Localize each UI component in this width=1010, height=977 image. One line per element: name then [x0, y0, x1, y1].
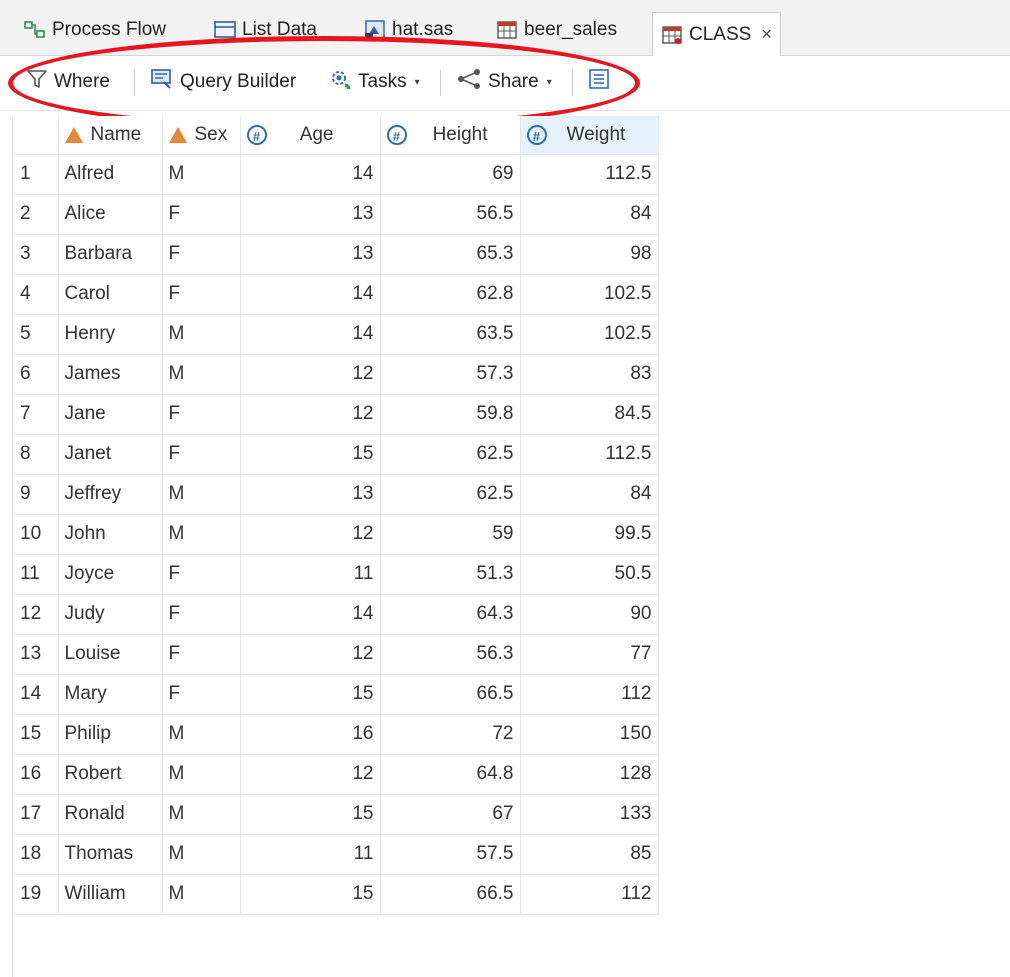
table-row[interactable]	[14, 874, 658, 914]
cell-weight[interactable]: 102.5	[520, 314, 658, 354]
row-number-cell[interactable]: 15	[14, 714, 58, 754]
cell-weight[interactable]: 84	[520, 474, 658, 514]
share-menu-button[interactable]	[456, 66, 552, 98]
cell-age[interactable]: 12	[240, 354, 380, 394]
cell-height[interactable]: 63.5	[380, 314, 520, 354]
cell-height[interactable]: 65.3	[380, 234, 520, 274]
cell-name[interactable]: Carol	[58, 274, 162, 314]
column-header-label: Name	[90, 123, 142, 145]
cell-height[interactable]: 64.3	[380, 594, 520, 634]
chevron-down-icon: ▾	[414, 76, 420, 88]
cell-sex[interactable]: M	[162, 474, 240, 514]
table-row[interactable]	[14, 394, 658, 434]
row-number-cell[interactable]: 6	[14, 354, 58, 394]
toolbar-separator	[572, 70, 573, 96]
toolbar	[0, 56, 1010, 111]
row-number-header	[14, 116, 58, 154]
column-header-weight[interactable]	[520, 116, 658, 154]
cell-height[interactable]: 57.3	[380, 354, 520, 394]
cell-height[interactable]: 62.5	[380, 434, 520, 474]
table-row[interactable]	[14, 274, 658, 314]
cell-name[interactable]: Henry	[58, 314, 162, 354]
cell-sex[interactable]: M	[162, 314, 240, 354]
table-row[interactable]	[14, 154, 658, 194]
cell-age[interactable]: 12	[240, 754, 380, 794]
cell-sex[interactable]: M	[162, 354, 240, 394]
tab-label: hat.sas	[392, 19, 454, 40]
cell-height[interactable]: 59	[380, 514, 520, 554]
cell-weight[interactable]: 112.5	[520, 154, 658, 194]
cell-age[interactable]: 14	[240, 274, 380, 314]
table-row[interactable]	[14, 474, 658, 514]
cell-sex[interactable]: F	[162, 234, 240, 274]
cell-sex[interactable]: M	[162, 514, 240, 554]
cell-weight[interactable]: 98	[520, 234, 658, 274]
cell-name[interactable]: William	[58, 874, 162, 914]
column-header-sex[interactable]	[162, 116, 240, 154]
cell-age[interactable]: 15	[240, 794, 380, 834]
cell-weight[interactable]: 84.5	[520, 394, 658, 434]
table-row[interactable]	[14, 674, 658, 714]
cell-name[interactable]: Judy	[58, 594, 162, 634]
properties-icon	[588, 68, 610, 96]
table-row[interactable]	[14, 234, 658, 274]
table-row[interactable]	[14, 714, 658, 754]
dataset-icon	[496, 20, 518, 40]
cell-name[interactable]: Ronald	[58, 794, 162, 834]
cell-name[interactable]: Alice	[58, 194, 162, 234]
cell-height[interactable]: 51.3	[380, 554, 520, 594]
row-number-cell[interactable]: 2	[14, 194, 58, 234]
row-number-cell[interactable]: 17	[14, 794, 58, 834]
cell-age[interactable]: 15	[240, 874, 380, 914]
toolbar-separator	[440, 70, 441, 96]
row-number-cell[interactable]: 9	[14, 474, 58, 514]
column-header-label: Age	[299, 123, 334, 145]
row-number-cell[interactable]: 7	[14, 394, 58, 434]
cell-sex[interactable]: M	[162, 754, 240, 794]
numeric-type-icon: #	[527, 125, 547, 145]
cell-name[interactable]: Philip	[58, 714, 162, 754]
row-number-cell[interactable]: 13	[14, 634, 58, 674]
where-button[interactable]	[26, 66, 110, 98]
cell-age[interactable]: 12	[240, 634, 380, 674]
cell-sex[interactable]: F	[162, 274, 240, 314]
cell-weight[interactable]: 99.5	[520, 514, 658, 554]
character-type-icon	[65, 127, 83, 143]
column-header-age[interactable]	[240, 116, 380, 154]
table-row[interactable]	[14, 634, 658, 674]
column-header-label: Weight	[566, 123, 626, 145]
cell-name[interactable]: Alfred	[58, 154, 162, 194]
cell-weight[interactable]: 77	[520, 634, 658, 674]
column-header-label: Height	[432, 123, 488, 145]
data-grid	[14, 116, 659, 915]
cell-sex[interactable]: F	[162, 674, 240, 714]
cell-weight[interactable]: 112	[520, 874, 658, 914]
cell-name[interactable]: Jeffrey	[58, 474, 162, 514]
cell-sex[interactable]: M	[162, 874, 240, 914]
cell-height[interactable]: 56.3	[380, 634, 520, 674]
row-number-cell[interactable]: 12	[14, 594, 58, 634]
cell-weight[interactable]: 150	[520, 714, 658, 754]
chevron-down-icon: ▾	[546, 76, 552, 88]
tab-class[interactable]	[652, 12, 781, 56]
cell-age[interactable]: 14	[240, 314, 380, 354]
cell-age[interactable]: 11	[240, 554, 380, 594]
row-number-cell[interactable]: 4	[14, 274, 58, 314]
dataset-icon	[661, 25, 683, 45]
tab-label: List Data	[242, 19, 317, 40]
row-number-cell[interactable]: 8	[14, 434, 58, 474]
tab-strip	[0, 0, 1010, 56]
row-number-cell[interactable]: 11	[14, 554, 58, 594]
row-number-cell[interactable]: 5	[14, 314, 58, 354]
cell-age[interactable]: 12	[240, 514, 380, 554]
table-row[interactable]	[14, 314, 658, 354]
cell-sex[interactable]: F	[162, 554, 240, 594]
row-number-cell[interactable]: 18	[14, 834, 58, 874]
table-row[interactable]	[14, 434, 658, 474]
close-icon[interactable]: ×	[761, 24, 772, 44]
table-row[interactable]	[14, 514, 658, 554]
cell-age[interactable]: 15	[240, 434, 380, 474]
cell-height[interactable]: 59.8	[380, 394, 520, 434]
share-icon	[456, 68, 482, 96]
cell-age[interactable]: 13	[240, 194, 380, 234]
cell-height[interactable]: 62.5	[380, 474, 520, 514]
cell-sex[interactable]: F	[162, 434, 240, 474]
cell-weight[interactable]: 50.5	[520, 554, 658, 594]
cell-name[interactable]: Barbara	[58, 234, 162, 274]
cell-age[interactable]: 13	[240, 234, 380, 274]
character-type-icon	[169, 127, 187, 143]
cell-sex[interactable]: F	[162, 194, 240, 234]
cell-sex[interactable]: M	[162, 154, 240, 194]
cell-age[interactable]: 11	[240, 834, 380, 874]
cell-height[interactable]: 72	[380, 714, 520, 754]
cell-height[interactable]: 67	[380, 794, 520, 834]
panel-border	[12, 118, 13, 977]
cell-height[interactable]: 66.5	[380, 674, 520, 714]
cell-name[interactable]: Jane	[58, 394, 162, 434]
cell-age[interactable]: 16	[240, 714, 380, 754]
column-header-height[interactable]	[380, 116, 520, 154]
query-builder-icon	[150, 68, 174, 96]
cell-height[interactable]: 57.5	[380, 834, 520, 874]
tab-beer-sales[interactable]	[496, 12, 617, 48]
cell-weight[interactable]: 85	[520, 834, 658, 874]
cell-sex[interactable]: M	[162, 834, 240, 874]
cell-name[interactable]: James	[58, 354, 162, 394]
row-number-cell[interactable]: 14	[14, 674, 58, 714]
sas-program-icon	[364, 20, 386, 40]
cell-weight[interactable]: 133	[520, 794, 658, 834]
cell-weight[interactable]: 112.5	[520, 434, 658, 474]
cell-sex[interactable]: F	[162, 634, 240, 674]
cell-weight[interactable]: 83	[520, 354, 658, 394]
table-row[interactable]	[14, 754, 658, 794]
numeric-type-icon: #	[247, 125, 267, 145]
column-header-label: Sex	[194, 123, 228, 145]
tasks-label: Tasks	[358, 71, 407, 92]
cell-age[interactable]: 12	[240, 394, 380, 434]
cell-sex[interactable]: F	[162, 394, 240, 434]
properties-button[interactable]	[588, 66, 610, 98]
cell-age[interactable]: 15	[240, 674, 380, 714]
cell-height[interactable]: 64.8	[380, 754, 520, 794]
cell-name[interactable]: John	[58, 514, 162, 554]
list-data-icon	[214, 20, 236, 40]
numeric-type-icon: #	[387, 125, 407, 145]
grid-header-row	[14, 116, 658, 154]
table-row[interactable]	[14, 194, 658, 234]
tab-hat-sas[interactable]	[364, 12, 453, 48]
column-header-name[interactable]	[58, 116, 162, 154]
cell-weight[interactable]: 128	[520, 754, 658, 794]
table-row[interactable]	[14, 834, 658, 874]
cell-age[interactable]: 14	[240, 154, 380, 194]
table-row[interactable]	[14, 554, 658, 594]
cell-name[interactable]: Louise	[58, 634, 162, 674]
query-builder-button[interactable]	[150, 66, 296, 98]
cell-age[interactable]: 13	[240, 474, 380, 514]
cell-name[interactable]: Janet	[58, 434, 162, 474]
tasks-menu-button[interactable]	[328, 66, 420, 98]
table-row[interactable]	[14, 354, 658, 394]
tab-process-flow[interactable]	[24, 12, 166, 48]
cell-name[interactable]: Thomas	[58, 834, 162, 874]
tab-label: beer_sales	[524, 19, 617, 40]
cell-weight[interactable]: 102.5	[520, 274, 658, 314]
tab-list-data[interactable]	[214, 12, 317, 48]
filter-icon	[26, 68, 48, 96]
query-builder-label: Query Builder	[180, 71, 297, 92]
cell-height[interactable]: 56.5	[380, 194, 520, 234]
cell-sex[interactable]: F	[162, 594, 240, 634]
row-number-cell[interactable]: 10	[14, 514, 58, 554]
toolbar-separator	[134, 70, 135, 96]
cell-name[interactable]: Joyce	[58, 554, 162, 594]
cell-height[interactable]: 69	[380, 154, 520, 194]
grid-body	[14, 154, 658, 914]
cell-height[interactable]: 66.5	[380, 874, 520, 914]
cell-name[interactable]: Robert	[58, 754, 162, 794]
cell-sex[interactable]: M	[162, 794, 240, 834]
cell-sex[interactable]: M	[162, 714, 240, 754]
row-number-cell[interactable]: 19	[14, 874, 58, 914]
tasks-gear-icon	[328, 67, 352, 97]
cell-age[interactable]: 14	[240, 594, 380, 634]
row-number-cell[interactable]: 3	[14, 234, 58, 274]
table-row[interactable]	[14, 594, 658, 634]
tab-label: Process Flow	[52, 19, 167, 40]
cell-height[interactable]: 62.8	[380, 274, 520, 314]
process-flow-icon	[24, 20, 46, 40]
cell-name[interactable]: Mary	[58, 674, 162, 714]
table-row[interactable]	[14, 794, 658, 834]
where-label: Where	[54, 71, 110, 92]
cell-weight[interactable]: 112	[520, 674, 658, 714]
share-label: Share	[488, 71, 539, 92]
tab-label: CLASS	[689, 23, 752, 45]
cell-weight[interactable]: 84	[520, 194, 658, 234]
row-number-cell[interactable]: 16	[14, 754, 58, 794]
row-number-cell[interactable]: 1	[14, 154, 58, 194]
cell-weight[interactable]: 90	[520, 594, 658, 634]
